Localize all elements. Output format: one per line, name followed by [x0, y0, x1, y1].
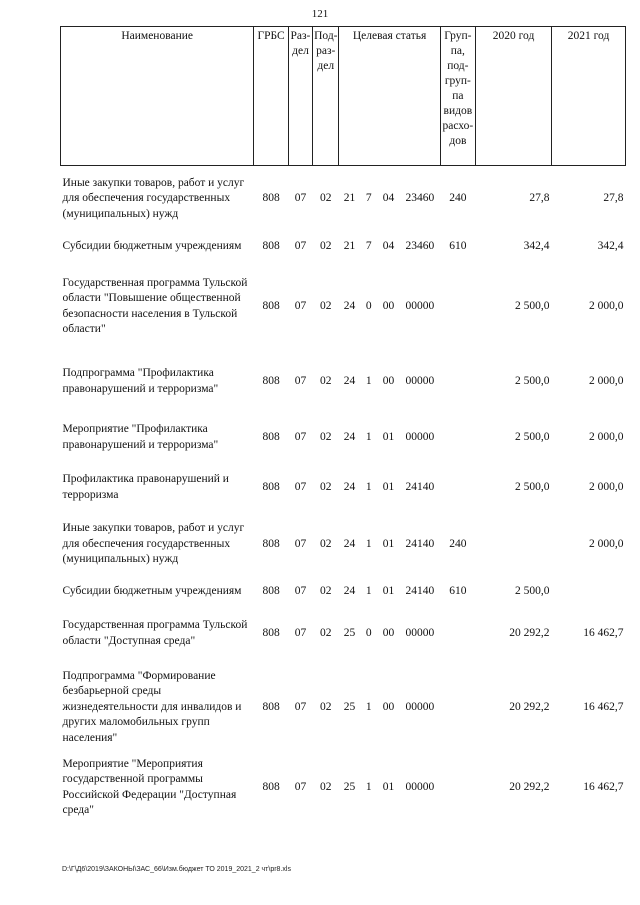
row-name: Государственная программа Тульской области "Доступная среда" — [62, 619, 248, 647]
table-row — [61, 577, 626, 608]
header-grbs: ГРБС — [254, 27, 288, 166]
table-row — [61, 263, 626, 351]
header-razdel: Раз- дел — [288, 27, 312, 166]
row-amount-2021: 342,4 — [597, 240, 624, 253]
row-expense-group: 610 — [449, 240, 467, 253]
header-year-2020: 2020 год — [476, 27, 552, 166]
row-razdel: 07 — [294, 374, 307, 387]
row-grbs: 808 — [262, 780, 280, 793]
row-expense-group — [440, 263, 475, 351]
row-amount-2021: 2 000,0 — [589, 299, 624, 312]
row-target-direction: 00000 — [405, 374, 435, 387]
row-grbs: 808 — [262, 480, 280, 493]
table-row — [61, 463, 626, 513]
row-grbs: 808 — [262, 192, 280, 204]
row-name: Подпрограмма "Профилактика правонарушений и терроризма" — [62, 367, 219, 395]
row-target-subprogram: 1 — [365, 780, 372, 793]
row-target-direction: 24140 — [405, 585, 435, 598]
header-podrazdel: Под- раз- дел — [313, 27, 339, 166]
row-podrazdel: 02 — [320, 480, 332, 493]
row-grbs: 808 — [262, 374, 280, 387]
row-amount-2021: 2 000,0 — [589, 537, 624, 550]
row-razdel: 07 — [294, 700, 307, 713]
row-amount-2020: 2 500,0 — [515, 480, 550, 493]
row-grbs: 808 — [262, 430, 280, 443]
row-target-direction: 24140 — [405, 537, 435, 550]
row-podrazdel: 02 — [320, 780, 332, 793]
row-amount-2021: 16 462,7 — [583, 700, 624, 713]
row-razdel: 07 — [294, 626, 307, 639]
row-expense-group: 240 — [449, 537, 467, 550]
row-target-subprogram: 1 — [365, 430, 372, 443]
table-row — [61, 608, 626, 660]
row-amount-2020: 2 500,0 — [515, 374, 550, 387]
row-target-direction: 23460 — [405, 240, 435, 253]
row-target-program: 21 — [343, 192, 356, 204]
row-target-program: 24 — [343, 480, 356, 493]
row-name: Субсидии бюджетным учреждениям — [62, 240, 242, 253]
row-target-event: 00 — [382, 700, 395, 713]
table-row — [61, 351, 626, 413]
row-razdel: 07 — [294, 537, 307, 550]
row-target-subprogram: 7 — [365, 240, 372, 253]
row-grbs: 808 — [262, 537, 280, 550]
header-year-2021: 2021 год — [552, 27, 626, 166]
table-row — [61, 413, 626, 463]
row-amount-2020: 2 500,0 — [515, 430, 550, 443]
row-target-direction: 23460 — [405, 192, 435, 204]
row-name: Подпрограмма "Формирование безбарьерной среды жизнедеятельности для инвалидов и других маломобильных групп населения" — [62, 669, 242, 744]
row-grbs: 808 — [262, 700, 280, 713]
row-target-subprogram: 1 — [365, 700, 372, 713]
table-row — [61, 232, 626, 263]
row-amount-2021 — [552, 577, 626, 608]
row-razdel: 07 — [294, 192, 307, 204]
row-podrazdel: 02 — [320, 192, 332, 204]
file-path-footer: D:\Г\Д6\2019\ЗАКОНЫ\ЗАС_66\Изм.бюджет ТО 2019_2021_2 чт\pr8.xls — [62, 866, 291, 873]
row-target-event: 04 — [382, 192, 395, 204]
row-name: Мероприятие "Профилактика правонарушений и терроризма" — [62, 423, 219, 451]
table-header-row — [61, 27, 626, 166]
row-target-subprogram: 1 — [365, 585, 372, 598]
row-podrazdel: 02 — [320, 585, 332, 598]
row-razdel: 07 — [294, 430, 307, 443]
row-target-program: 25 — [343, 780, 356, 793]
row-razdel: 07 — [294, 480, 307, 493]
row-expense-group — [440, 660, 475, 756]
row-expense-group — [440, 608, 475, 660]
row-podrazdel: 02 — [320, 430, 332, 443]
row-target-program: 25 — [343, 626, 356, 639]
row-target-program: 25 — [343, 700, 356, 713]
row-amount-2021: 2 000,0 — [589, 374, 624, 387]
row-podrazdel: 02 — [320, 240, 332, 253]
row-target-event: 01 — [382, 780, 395, 793]
row-target-event: 04 — [382, 240, 395, 253]
row-target-subprogram: 1 — [365, 537, 372, 550]
row-target-subprogram: 1 — [365, 374, 372, 387]
row-grbs: 808 — [262, 626, 280, 639]
row-amount-2020: 27,8 — [529, 192, 550, 204]
header-name: Наименование — [61, 27, 254, 166]
row-expense-group: 610 — [449, 585, 467, 598]
row-amount-2020 — [476, 513, 552, 577]
row-target-subprogram: 0 — [365, 299, 372, 312]
row-target-event: 00 — [382, 299, 395, 312]
row-target-program: 24 — [343, 537, 356, 550]
row-amount-2021: 16 462,7 — [583, 780, 624, 793]
table-body — [61, 166, 626, 820]
row-target-program: 24 — [343, 585, 356, 598]
page-number: 121 — [311, 8, 329, 20]
table-row — [61, 166, 626, 232]
row-target-event: 01 — [382, 585, 395, 598]
row-expense-group — [440, 413, 475, 463]
row-amount-2021: 2 000,0 — [589, 430, 624, 443]
row-grbs: 808 — [262, 585, 280, 598]
row-target-direction: 24140 — [405, 480, 435, 493]
row-target-direction: 00000 — [405, 430, 435, 443]
row-amount-2020: 20 292,2 — [509, 780, 550, 793]
row-amount-2020: 2 500,0 — [515, 585, 550, 598]
row-target-direction: 00000 — [405, 626, 435, 639]
row-amount-2021: 2 000,0 — [589, 480, 624, 493]
row-target-direction: 00000 — [405, 299, 435, 312]
row-target-subprogram: 7 — [365, 192, 372, 204]
row-name: Иные закупки товаров, работ и услуг для обеспечения государственных (муниципальных) нужд — [62, 522, 245, 566]
table-row — [61, 660, 626, 756]
row-amount-2020: 342,4 — [523, 240, 550, 253]
row-expense-group — [440, 351, 475, 413]
row-name: Субсидии бюджетным учреждениям — [62, 585, 242, 598]
row-podrazdel: 02 — [320, 299, 332, 312]
row-amount-2021: 27,8 — [603, 192, 624, 204]
row-razdel: 07 — [294, 240, 307, 253]
row-podrazdel: 02 — [320, 700, 332, 713]
row-target-program: 24 — [343, 299, 356, 312]
row-amount-2021: 16 462,7 — [583, 626, 624, 639]
header-target-article: Целевая статья — [339, 27, 440, 166]
row-amount-2020: 2 500,0 — [515, 299, 550, 312]
row-grbs: 808 — [262, 240, 280, 253]
header-expense-group: Груп- па, под- груп- па видов расхо- дов — [440, 27, 475, 166]
row-target-event: 01 — [382, 430, 395, 443]
table-row — [61, 513, 626, 577]
row-expense-group: 240 — [449, 192, 467, 204]
row-target-direction: 00000 — [405, 700, 435, 713]
row-podrazdel: 02 — [320, 374, 332, 387]
row-name: Мероприятие "Мероприятия государственной программы Российской Федерации "Доступная среда" — [62, 757, 237, 816]
row-target-event: 00 — [382, 374, 395, 387]
row-expense-group — [440, 463, 475, 513]
row-razdel: 07 — [294, 585, 307, 598]
row-target-event: 00 — [382, 626, 395, 639]
budget-table — [60, 26, 626, 820]
row-amount-2020: 20 292,2 — [509, 700, 550, 713]
row-target-program: 21 — [343, 240, 356, 253]
row-target-program: 24 — [343, 374, 356, 387]
table-row — [61, 756, 626, 820]
row-podrazdel: 02 — [320, 626, 332, 639]
row-target-direction: 00000 — [405, 780, 435, 793]
row-target-event: 01 — [382, 480, 395, 493]
row-podrazdel: 02 — [320, 537, 332, 550]
row-razdel: 07 — [294, 780, 307, 793]
row-name: Иные закупки товаров, работ и услуг для обеспечения государственных (муниципальных) нужд — [62, 176, 245, 220]
row-razdel: 07 — [294, 299, 307, 312]
row-target-subprogram: 0 — [365, 626, 372, 639]
row-name: Профилактика правонарушений и терроризма — [62, 473, 229, 501]
row-target-program: 24 — [343, 430, 356, 443]
row-target-subprogram: 1 — [365, 480, 372, 493]
row-grbs: 808 — [262, 299, 280, 312]
row-name: Государственная программа Тульской области "Повышение общественной безопасности населения в Тульской области" — [62, 276, 248, 335]
row-expense-group — [440, 756, 475, 820]
row-amount-2020: 20 292,2 — [509, 626, 550, 639]
row-target-event: 01 — [382, 537, 395, 550]
